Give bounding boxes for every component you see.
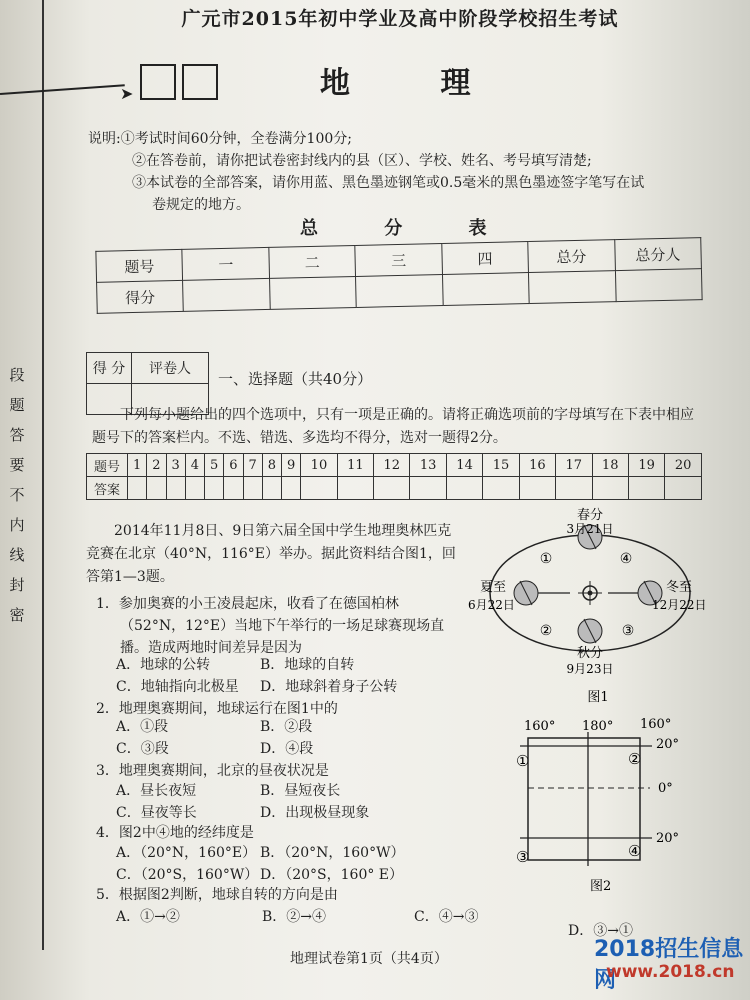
answer-number: 8 (262, 454, 281, 477)
binding-line (42, 0, 44, 950)
question-2-stem: 2．地理奥赛期间，地球运行在图1中的 (96, 701, 338, 717)
binding-char: 答 (9, 426, 25, 444)
passage-text: 2014年11月8日、9日第六届全国中学生地理奥林匹克竞赛在北京（40°N，116°E）举办。据此资料结合图1，回答第1—3题。 (86, 523, 456, 585)
score-cell[interactable] (269, 276, 356, 309)
question-4-stem: 4．图2中④地的经纬度是 (96, 825, 254, 841)
answer-number: 2 (147, 454, 166, 477)
answer-cell[interactable] (337, 477, 373, 500)
notes-line: ③本试卷的全部答案，请你用蓝、黑色墨迹钢笔或0.5毫米的黑色墨迹签字笔写在试 (132, 175, 645, 191)
answer-cell[interactable] (262, 477, 281, 500)
answer-table (86, 453, 702, 500)
option[interactable]: A．昼长夜短 (116, 783, 197, 799)
answer-cell[interactable] (483, 477, 519, 500)
code-box[interactable] (140, 64, 176, 100)
answer-cell[interactable] (519, 477, 555, 500)
option[interactable]: D．出现极昼现象 (260, 805, 370, 821)
label-summer: 夏至 (480, 580, 507, 595)
answer-cell[interactable] (185, 477, 204, 500)
option[interactable]: D．④段 (260, 741, 314, 757)
answer-cell[interactable] (205, 477, 224, 500)
option[interactable]: A．①→② (116, 909, 180, 925)
lat-label: 0° (658, 781, 673, 796)
notes-label: 说明: (88, 131, 121, 147)
option[interactable]: C．昼夜等长 (116, 805, 197, 821)
score-row-label: 得分 (97, 280, 184, 313)
question-5-stem: 5．根据图2判断，地球自转的方向是由 (96, 887, 338, 903)
answer-number: 10 (301, 454, 337, 477)
score-header: 三 (355, 244, 442, 277)
answer-number: 16 (519, 454, 555, 477)
point-label: ② (628, 750, 642, 768)
score-cell[interactable] (442, 273, 529, 306)
answer-cell[interactable] (224, 477, 243, 500)
score-header: 总分人 (614, 238, 701, 271)
binding-char: 线 (9, 546, 25, 564)
answer-number: 11 (337, 454, 373, 477)
notes-line: ②在答卷前，请你把试卷密封线内的县（区）、学校、姓名、考号填写清楚; (132, 153, 592, 169)
answer-cell[interactable] (147, 477, 166, 500)
figure-1-caption: 图1 (587, 690, 609, 705)
answer-cell[interactable] (592, 477, 628, 500)
grader-score-label: 得 分 (87, 353, 132, 384)
binding-char: 密 (9, 606, 25, 624)
answer-number: 9 (282, 454, 301, 477)
option[interactable]: A．①段 (116, 719, 169, 735)
answer-cell[interactable] (166, 477, 185, 500)
arrow-head-icon: ➤ (120, 84, 134, 103)
grader-name-label: 评卷人 (132, 353, 209, 384)
answer-cell[interactable] (374, 477, 410, 500)
notes-line: ①考试时间60分钟，全卷满分100分; (120, 131, 352, 147)
option[interactable]: C．地轴指向北极星 (116, 679, 239, 695)
score-header: 四 (441, 242, 528, 275)
option[interactable]: D．③→① (568, 923, 633, 939)
label-autumn: 秋分 (576, 646, 604, 661)
answer-number: 12 (374, 454, 410, 477)
option[interactable]: B．②→④ (262, 909, 327, 925)
score-header: 一 (182, 247, 269, 280)
score-header: 题号 (96, 249, 183, 282)
label-spring-date: 3月21日 (566, 522, 614, 536)
option[interactable]: D．（20°S，160° E） (260, 867, 404, 883)
sun-icon (578, 581, 602, 605)
option[interactable]: B．地球的自转 (260, 657, 355, 673)
answer-number: 20 (665, 454, 702, 477)
answer-cell[interactable] (446, 477, 482, 500)
answer-number: 14 (446, 454, 482, 477)
answer-cell[interactable] (665, 477, 702, 500)
binding-char: 要 (9, 456, 25, 474)
lon-label: 160° (524, 719, 556, 734)
question-3-stem: 3．地理奥赛期间，北京的昼夜状况是 (96, 763, 329, 779)
option[interactable]: A．地球的公转 (116, 657, 211, 673)
score-cell[interactable] (615, 269, 702, 302)
figure-1-orbit-diagram (460, 505, 720, 705)
option[interactable]: C．（20°S，160°W） (116, 867, 259, 883)
answer-number: 18 (592, 454, 628, 477)
page-footer: 地理试卷第1页（共4页） (290, 951, 448, 967)
answer-number: 4 (185, 454, 204, 477)
answer-number: 7 (243, 454, 262, 477)
code-boxes (140, 64, 224, 104)
subject-title: 地 理 (320, 66, 511, 101)
earth-summer-icon (514, 581, 538, 605)
figure-2-caption: 图2 (590, 879, 612, 892)
passage (86, 520, 456, 589)
lat-label: 20° (656, 831, 680, 846)
option[interactable]: C．③段 (116, 741, 169, 757)
segment-label: ① (539, 551, 553, 567)
exam-title: 广元市2015年初中学业及高中阶段学校招生考试 (181, 8, 619, 30)
answer-cell[interactable] (243, 477, 262, 500)
answer-number: 5 (205, 454, 224, 477)
binding-char: 封 (9, 576, 25, 594)
answer-number: 15 (483, 454, 519, 477)
option[interactable]: B．昼短夜长 (260, 783, 341, 799)
question-1 (96, 593, 456, 659)
answer-cell[interactable] (628, 477, 664, 500)
answer-cell[interactable] (128, 477, 147, 500)
answer-number: 17 (556, 454, 592, 477)
lon-label: 180° (582, 719, 614, 734)
label-winter-date: 12月22日 (652, 598, 707, 612)
earth-autumn-icon (578, 619, 602, 643)
binding-char: 题 (9, 396, 25, 414)
score-table-title: 总 分 表 (300, 218, 517, 239)
lon-label: 160° (640, 717, 672, 732)
answer-number: 19 (628, 454, 664, 477)
watermark-site-name: 2018招生信息网 (594, 937, 744, 993)
segment-label: ④ (619, 551, 633, 567)
section-instruction: 下列每小题给出的四个选项中，只有一项是正确的。请将正确选项前的字母填写在下表中相应题号下的答案栏内。不选、错选、多选均不得分，选对一题得2分。 (92, 407, 694, 446)
option[interactable]: B．（20°N，160°W） (260, 845, 405, 861)
score-header: 总分 (528, 240, 615, 273)
segment-label: ③ (621, 623, 635, 639)
figure-2-grid-diagram (500, 712, 700, 892)
instructions (88, 128, 698, 216)
lat-label: 20° (656, 737, 680, 752)
binding-margin-text (6, 360, 28, 630)
segment-label: ② (539, 623, 553, 639)
answer-cell[interactable] (410, 477, 446, 500)
notes-line: 卷规定的地方。 (152, 197, 250, 213)
binding-char: 段 (9, 366, 25, 384)
answer-row-label: 题号 (87, 454, 128, 477)
option[interactable]: C．④→③ (414, 909, 479, 925)
label-summer-date: 6月22日 (468, 598, 515, 612)
answer-row-label: 答案 (87, 477, 128, 500)
grid-frame (528, 738, 640, 860)
question-stem: 1．参加奥赛的小王凌晨起床，收看了在德国柏林（52°N，12°E）当地下午举行的一场足球赛现场直播。造成两地时间差异是因为 (96, 596, 445, 656)
label-winter: 冬至 (666, 580, 693, 595)
score-cell[interactable] (183, 278, 270, 311)
score-cell[interactable] (529, 271, 616, 304)
label-autumn-date: 9月23日 (566, 662, 614, 676)
section-title: 一、选择题（共40分） (218, 370, 373, 388)
option[interactable]: A．（20°N，160°E） (116, 845, 257, 861)
answer-cell[interactable] (282, 477, 301, 500)
watermark-url: www.2018.cn (606, 962, 735, 982)
answer-number: 13 (410, 454, 446, 477)
answer-number: 3 (166, 454, 185, 477)
binding-char: 不 (9, 486, 25, 504)
answer-cell[interactable] (301, 477, 337, 500)
point-label: ① (516, 752, 530, 770)
answer-number: 6 (224, 454, 243, 477)
binding-char: 内 (9, 516, 25, 534)
answer-cell[interactable] (556, 477, 592, 500)
option[interactable]: D．地球斜着身子公转 (260, 679, 398, 695)
option[interactable]: B．②段 (260, 719, 313, 735)
answer-number: 1 (128, 454, 147, 477)
code-box[interactable] (182, 64, 218, 100)
score-cell[interactable] (356, 275, 443, 308)
point-label: ④ (628, 842, 642, 860)
score-header: 二 (269, 245, 356, 278)
point-label: ③ (516, 848, 530, 866)
label-spring: 春分 (576, 508, 604, 523)
